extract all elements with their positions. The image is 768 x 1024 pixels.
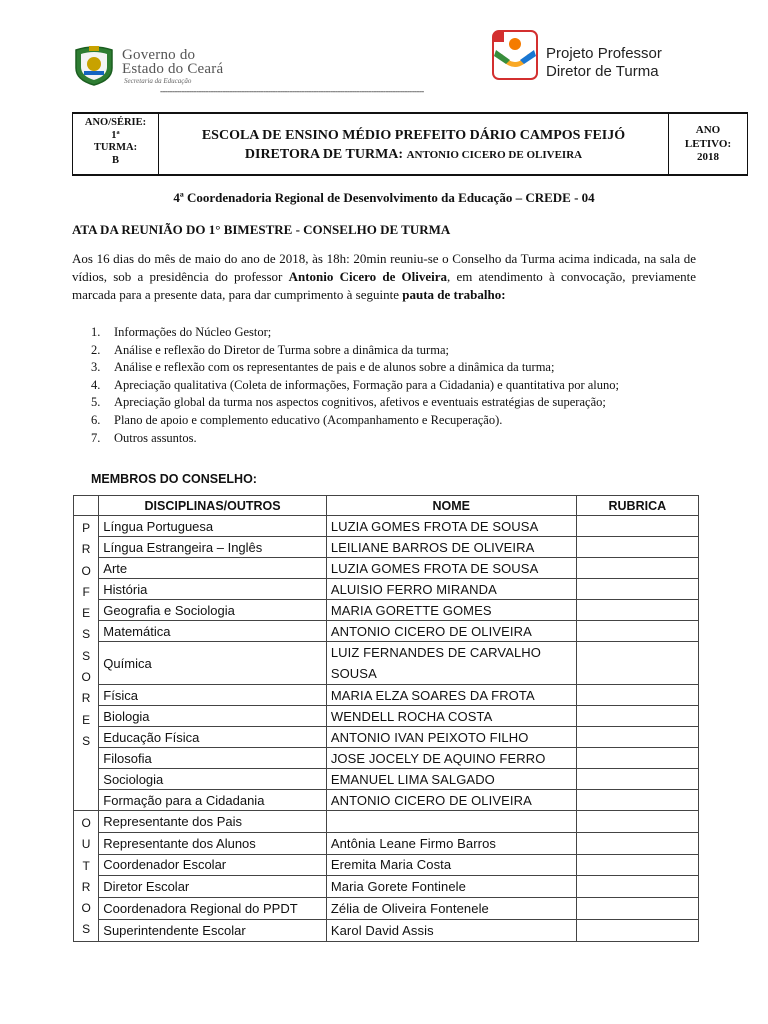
cell-disciplina: Representante dos Pais (99, 811, 327, 833)
cell-nome: Maria Gorete Fontinele (326, 876, 576, 898)
agenda-item (72, 342, 712, 360)
cell-rubrica (576, 919, 698, 941)
header-nome: NOME (326, 496, 576, 516)
table-row (74, 919, 699, 941)
serie-turma-cell (73, 114, 159, 174)
table-row (74, 727, 699, 748)
table-row (74, 811, 699, 833)
gov-header-text (122, 48, 223, 86)
ano-label: ANO (695, 124, 721, 136)
cell-rubrica (576, 537, 698, 558)
group-letter: S (82, 922, 91, 937)
members-table (73, 495, 699, 942)
cell-rubrica (576, 769, 698, 790)
cell-rubrica (576, 558, 698, 579)
table-header-row (74, 496, 699, 516)
group-letter: E (82, 606, 91, 621)
cell-rubrica (576, 706, 698, 727)
group-letter: S (82, 627, 91, 642)
cell-rubrica (576, 790, 698, 811)
cell-disciplina: Educação Física (99, 727, 327, 748)
cell-nome: ANTONIO IVAN PEIXOTO FILHO (326, 727, 576, 748)
cell-rubrica (576, 642, 698, 685)
serie-label: ANO/SÉRIE: (84, 117, 147, 128)
agenda-num: 3. (91, 360, 101, 375)
cell-disciplina: Filosofia (99, 748, 327, 769)
cell-nome: LEILIANE BARROS DE OLIVEIRA (326, 537, 576, 558)
group-letter: P (82, 521, 91, 535)
director-name: ANTONIO CICERO DE OLIVEIRA (406, 149, 583, 161)
table-row (74, 748, 699, 769)
table-row (74, 621, 699, 642)
crede-title: 4ª Coordenadoria Regional de Desenvolvimento da Educação – CREDE - 04 (173, 190, 595, 205)
cell-disciplina: Coordenador Escolar (99, 854, 327, 876)
school-cell (159, 114, 669, 174)
agenda-num: 4. (91, 377, 101, 392)
ata-title: ATA DA REUNIÃO DO 1° BIMESTRE - CONSELHO DE TURMA (72, 222, 451, 237)
group-letter: R (81, 879, 91, 894)
cell-rubrica (576, 621, 698, 642)
ppdt-line1: Projeto Professor (546, 45, 662, 62)
table-row (74, 790, 699, 811)
table-row (74, 600, 699, 621)
table-row (74, 579, 699, 600)
table-row (74, 537, 699, 558)
turma-label: TURMA: (93, 142, 138, 153)
table-row (74, 558, 699, 579)
agenda-text: Análise e reflexão do Diretor de Turma sobre a dinâmica da turma; (114, 342, 449, 357)
header-rubrica: RUBRICA (576, 496, 698, 516)
agenda-text: Outros assuntos. (114, 430, 197, 445)
group-professores (74, 516, 99, 811)
table-row (74, 685, 699, 706)
ppdt-line2: Diretor de Turma (546, 63, 659, 80)
group-professores-letters (74, 516, 98, 752)
cell-nome: WENDELL ROCHA COSTA (326, 706, 576, 727)
header-disciplinas: DISCIPLINAS/OUTROS (99, 496, 327, 516)
cell-disciplina: Língua Portuguesa (99, 516, 327, 537)
cell-nome: LUZIA GOMES FROTA DE SOUSA (326, 558, 576, 579)
group-letter: R (81, 691, 91, 706)
agenda-item (72, 377, 712, 395)
cell-disciplina: História (99, 579, 327, 600)
gov-line3: Secretaria da Educação (124, 77, 192, 85)
table-row (74, 769, 699, 790)
cell-disciplina: Formação para a Cidadania (99, 790, 327, 811)
cell-nome: ALUISIO FERRO MIRANDA (326, 579, 576, 600)
cell-disciplina: Matemática (99, 621, 327, 642)
cell-nome: MARIA GORETTE GOMES (326, 600, 576, 621)
cell-disciplina: Diretor Escolar (99, 876, 327, 898)
group-letter: E (82, 712, 91, 727)
cell-disciplina: Sociologia (99, 769, 327, 790)
cell-rubrica (576, 832, 698, 854)
agenda-item (72, 412, 712, 430)
cell-rubrica (576, 854, 698, 876)
info-box (72, 112, 748, 176)
opening-paragraph (72, 250, 696, 304)
gov-line1: Governo do (122, 47, 196, 63)
agenda-num: 2. (91, 342, 101, 357)
cell-rubrica (576, 727, 698, 748)
president-name: Antonio Cicero de Oliveira (288, 269, 448, 284)
director-label: DIRETORA DE TURMA: (244, 147, 404, 162)
members-title: MEMBROS DO CONSELHO: (91, 472, 257, 486)
table-row (74, 832, 699, 854)
cell-nome: JOSE JOCELY DE AQUINO FERRO (326, 748, 576, 769)
agenda-item (72, 394, 712, 412)
group-letter: O (81, 670, 91, 685)
ceara-coat-of-arms-icon (72, 44, 116, 86)
agenda-num: 7. (91, 430, 101, 445)
agenda-num: 1. (91, 325, 101, 339)
agenda-list (72, 324, 712, 447)
paragraph-part2: , em atendimento à convocação, previamente marcada para a presente data, para dar cumprimento à seguinte (72, 269, 696, 302)
cell-disciplina: Física (99, 685, 327, 706)
cell-nome: LUZIA GOMES FROTA DE SOUSA (326, 516, 576, 537)
year-value: 2018 (697, 151, 719, 163)
agenda-text: Plano de apoio e complemento educativo (Acompanhamento e Recuperação). (114, 412, 503, 427)
agenda-num: 5. (91, 395, 101, 410)
paragraph-part1: Aos 16 dias do mês de maio do ano de 2018, às 18h: 20min reuniu-se o Conselho da Turma acima indicada, na sala de vídios, sob a presidência do professor (72, 251, 696, 284)
group-outros-letters (74, 811, 98, 941)
agenda-text: Apreciação qualitativa (Coleta de informações, Formação para a Cidadania) e quantitativa por aluno; (114, 377, 619, 392)
group-letter: S (82, 733, 91, 748)
group-letter: O (81, 563, 91, 578)
cell-disciplina: Língua Estrangeira – Inglês (99, 537, 327, 558)
table-row (74, 516, 699, 537)
agenda-text: Informações do Núcleo Gestor; (114, 325, 272, 339)
cell-disciplina: Geografia e Sociologia (99, 600, 327, 621)
cell-disciplina: Coordenadora Regional do PPDT (99, 898, 327, 920)
cell-disciplina: Arte (99, 558, 327, 579)
cell-nome: EMANUEL LIMA SALGADO (326, 769, 576, 790)
director-line (159, 145, 668, 165)
header-dashes: -------------------------------------------------------------------------------------------------------------- (160, 86, 424, 96)
cell-disciplina: Biologia (99, 706, 327, 727)
agenda-text: Análise e reflexão com os representantes de pais e de alunos sobre a dinâmica da turma; (114, 360, 555, 375)
ppdt-header-text (546, 45, 662, 81)
group-letter: R (81, 542, 91, 557)
turma-value: B (111, 154, 119, 166)
table-row (74, 876, 699, 898)
agenda-num: 6. (91, 412, 101, 427)
group-letter: T (82, 858, 90, 873)
cell-rubrica (576, 600, 698, 621)
cell-nome: Zélia de Oliveira Fontenele (326, 898, 576, 920)
cell-nome: ANTONIO CICERO DE OLIVEIRA (326, 790, 576, 811)
letivo-label: LETIVO: (684, 137, 732, 150)
agenda-item (72, 324, 712, 342)
group-letter: U (81, 837, 91, 852)
agenda-item (72, 430, 712, 448)
serie-value: 1ª (111, 129, 120, 141)
table-row (74, 898, 699, 920)
table-row (74, 642, 699, 685)
cell-nome: ANTONIO CICERO DE OLIVEIRA (326, 621, 576, 642)
group-letter: F (82, 584, 90, 599)
cell-disciplina: Representante dos Alunos (99, 832, 327, 854)
cell-rubrica (576, 685, 698, 706)
cell-nome: LUIZ FERNANDES DE CARVALHO SOUSA (326, 642, 576, 685)
group-letter: O (81, 901, 91, 916)
agenda-label: pauta de trabalho: (402, 287, 506, 302)
cell-rubrica (576, 748, 698, 769)
cell-rubrica (576, 811, 698, 833)
cell-nome: Karol David Assis (326, 919, 576, 941)
ppdt-logo-icon (492, 30, 538, 80)
gov-line2: Estado do Ceará (122, 61, 224, 77)
cell-disciplina: Superintendente Escolar (99, 919, 327, 941)
school-name: ESCOLA DE ENSINO MÉDIO PREFEITO DÁRIO CAMPOS FEIJÓ (201, 128, 626, 143)
agenda-text: Apreciação global da turma nos aspectos cognitivos, afetivos e eventuais estratégias de superação; (114, 395, 606, 410)
cell-nome: Eremita Maria Costa (326, 854, 576, 876)
header-group-cell (74, 496, 99, 516)
cell-nome (326, 811, 576, 833)
cell-disciplina: Química (99, 642, 327, 685)
cell-nome: MARIA ELZA SOARES DA FROTA (326, 685, 576, 706)
cell-rubrica (576, 876, 698, 898)
cell-nome: Antônia Leane Firmo Barros (326, 832, 576, 854)
group-outros (74, 811, 99, 942)
group-letter: S (82, 648, 91, 663)
cell-rubrica (576, 579, 698, 600)
table-row (74, 706, 699, 727)
table-row (74, 854, 699, 876)
group-letter: O (81, 816, 91, 830)
cell-rubrica (576, 516, 698, 537)
year-cell (669, 114, 747, 184)
cell-rubrica (576, 898, 698, 920)
agenda-item (72, 359, 712, 377)
